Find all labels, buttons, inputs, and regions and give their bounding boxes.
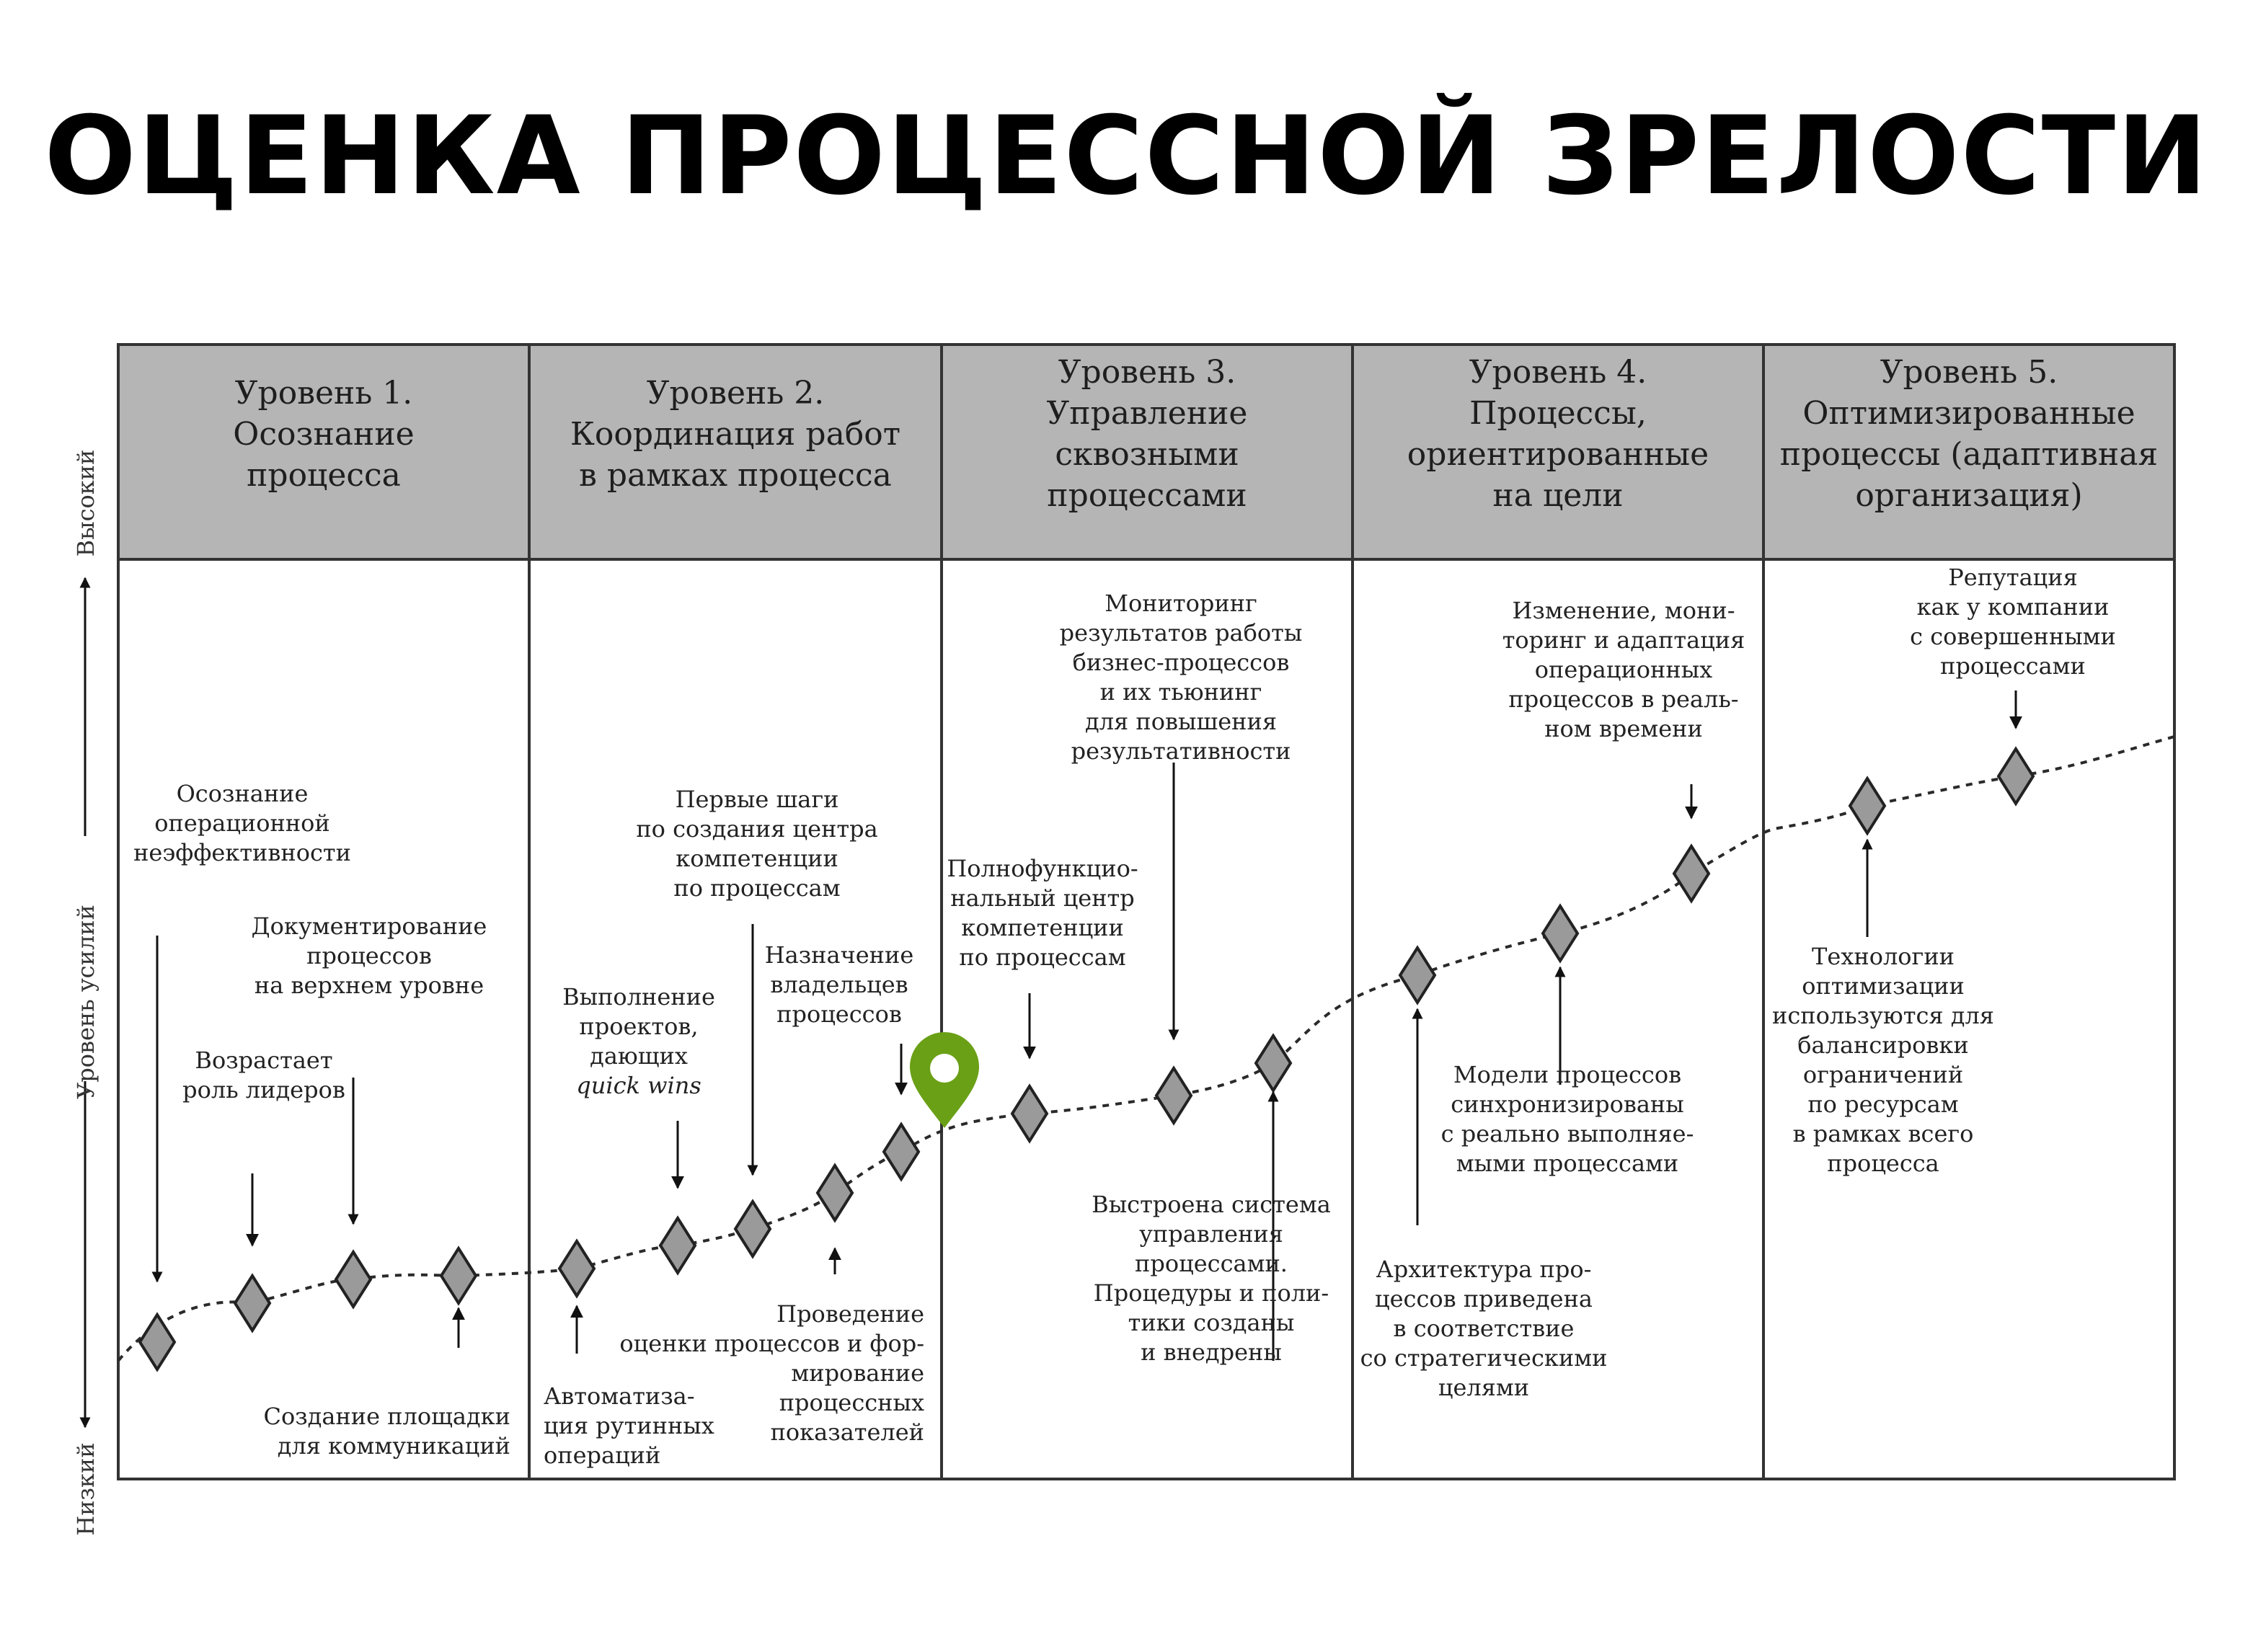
milestone-diamond xyxy=(1999,749,2033,804)
annotation-line: Полнофункцио- xyxy=(947,855,1138,882)
annotation-line: по ресурсам xyxy=(1807,1091,1959,1118)
annotation-line: мыми процессами xyxy=(1456,1150,1679,1177)
milestone-diamond xyxy=(818,1165,852,1220)
annotation-line: синхронизированы xyxy=(1451,1091,1684,1118)
milestone-diamond xyxy=(140,1315,174,1369)
annotation-line: процесса xyxy=(1827,1150,1939,1177)
level-header-line: Оптимизированные xyxy=(1802,395,2135,432)
axis-label-high: Высокий xyxy=(72,449,99,557)
level-header-line: сквозными xyxy=(1055,436,1239,473)
location-pin-icon xyxy=(910,1032,979,1128)
annotation-line: Проведение xyxy=(776,1300,924,1328)
annotation-line: в соответствие xyxy=(1393,1315,1575,1342)
annotation-line: мирование xyxy=(791,1359,924,1387)
level-header-line: ориентированные xyxy=(1407,436,1709,473)
level-header-line: процесса xyxy=(247,457,401,494)
milestone-diamond xyxy=(1674,846,1709,901)
annotation-line: оптимизации xyxy=(1802,972,1965,1000)
annotation-line: Осознание xyxy=(176,780,309,807)
annotation-line: нальный центр xyxy=(950,884,1135,912)
annotation-line: по процессам xyxy=(959,943,1126,971)
annotation-line: Выполнение xyxy=(562,983,715,1011)
annotation-line: на верхнем уровне xyxy=(254,972,484,999)
annotation-line: по процессам xyxy=(673,874,841,902)
annotation-8 xyxy=(765,941,914,1028)
milestone-diamond xyxy=(1850,778,1885,833)
annotation-line: дающих xyxy=(590,1042,688,1070)
annotation-line: с совершенными xyxy=(1910,623,2116,650)
annotation-line: ция рутинных xyxy=(544,1412,714,1439)
annotation-line: операционных xyxy=(1534,656,1713,683)
annotation-line: процессных xyxy=(779,1389,924,1416)
annotation-line: неэффективности xyxy=(133,839,351,866)
annotation-line: компетенции xyxy=(676,845,838,872)
level-header-line: Уровень 5. xyxy=(1880,354,2058,391)
annotation-line: Возрастает xyxy=(195,1047,333,1074)
level-header-line: Уровень 2. xyxy=(646,375,825,412)
annotation-line: Репутация xyxy=(1948,564,2078,591)
annotation-line: процессами xyxy=(1940,652,2086,680)
level-header-line: процессы (адаптивная xyxy=(1779,436,2159,473)
level-header-line: Управление xyxy=(1046,395,1248,432)
level-header-line: Процессы, xyxy=(1469,395,1647,432)
milestone-diamond xyxy=(660,1218,695,1273)
annotation-line: Архитектура про- xyxy=(1376,1256,1592,1283)
annotation-line: роль лидеров xyxy=(182,1076,345,1103)
annotation-10 xyxy=(947,855,1138,971)
annotation-line: результатов работы xyxy=(1059,619,1303,647)
annotation-line: процессов xyxy=(776,1000,902,1028)
annotation-line: как у компании xyxy=(1916,593,2110,621)
annotation-line: Мониторинг xyxy=(1105,590,1257,617)
level-header-line: процессами xyxy=(1047,477,1247,514)
milestone-diamond xyxy=(1156,1068,1191,1123)
annotation-line: Технологии xyxy=(1812,943,1955,970)
annotation-13 xyxy=(1360,1256,1608,1401)
annotation-line: используются для xyxy=(1772,1002,1994,1029)
annotation-line: торинг и адаптация xyxy=(1502,626,1745,654)
annotation-line: в рамках всего xyxy=(1792,1120,1974,1147)
annotation-line: ном времени xyxy=(1544,715,1703,742)
annotation-line: со стратегическими xyxy=(1360,1344,1608,1372)
annotation-line: результативности xyxy=(1071,737,1291,765)
annotation-line: оценки процессов и фор- xyxy=(619,1330,924,1357)
milestone-diamond xyxy=(1400,948,1435,1003)
annotation-1 xyxy=(133,780,351,866)
milestone-diamond xyxy=(1543,906,1577,961)
milestone-diamond xyxy=(235,1276,270,1331)
milestone-diamond xyxy=(441,1248,476,1303)
annotation-line: ограничений xyxy=(1802,1061,1964,1088)
effort-axis xyxy=(72,450,99,1536)
axis-label-low: Низкий xyxy=(72,1442,99,1536)
level-header-line: Уровень 4. xyxy=(1469,354,1647,391)
level-header-line: на цели xyxy=(1492,477,1624,514)
annotation-3 xyxy=(182,1047,345,1103)
annotation-line: владельцев xyxy=(770,971,908,998)
annotation-line: бизнес-процессов xyxy=(1072,649,1290,676)
milestone-diamond xyxy=(336,1252,371,1307)
milestone-diamond xyxy=(1256,1036,1291,1091)
annotation-line: с реально выполняе- xyxy=(1440,1120,1694,1147)
annotation-line: Создание площадки xyxy=(263,1403,510,1430)
annotation-4 xyxy=(263,1403,510,1460)
annotation-line: для коммуникаций xyxy=(277,1432,510,1460)
annotation-line: проектов, xyxy=(579,1013,699,1040)
annotation-line: процессов xyxy=(306,942,432,969)
annotation-line: Автоматиза- xyxy=(544,1382,695,1410)
annotation-5 xyxy=(544,1382,714,1469)
annotation-line: и их тьюнинг xyxy=(1099,678,1262,706)
annotation-line: процессов в реаль- xyxy=(1508,685,1739,713)
annotation-line: Изменение, мони- xyxy=(1512,597,1735,624)
annotation-line: Модели процессов xyxy=(1453,1061,1682,1088)
annotation-line: Процедуры и поли- xyxy=(1093,1279,1329,1307)
annotation-7 xyxy=(636,786,877,902)
annotation-12 xyxy=(1092,1191,1331,1366)
annotation-line: цессов приведена xyxy=(1375,1285,1593,1313)
level-header-line: в рамках процесса xyxy=(579,457,892,494)
page-title: ОЦЕНКА ПРОЦЕССНОЙ ЗРЕЛОСТИ xyxy=(44,94,2209,219)
annotation-11 xyxy=(1060,590,1303,765)
annotation-line: по создания центра xyxy=(636,815,878,843)
milestone-diamond xyxy=(884,1124,919,1179)
annotation-15 xyxy=(1502,597,1745,742)
level-header-line: Координация работ xyxy=(570,416,901,453)
annotation-line: компетенции xyxy=(961,914,1124,941)
annotation-line: Первые шаги xyxy=(675,786,839,813)
level-header-line: организация) xyxy=(1855,477,2083,514)
annotation-line: для повышения xyxy=(1085,708,1277,735)
annotation-line: и внедрены xyxy=(1141,1338,1282,1366)
annotation-line: Назначение xyxy=(764,941,914,969)
annotation-line: Документирование xyxy=(251,912,487,940)
level-header-line: Уровень 1. xyxy=(234,375,413,412)
annotation-line: процессами. xyxy=(1135,1250,1288,1277)
milestone-diamond xyxy=(559,1241,594,1296)
annotation-line: тики созданы xyxy=(1128,1309,1295,1336)
level-header-line: Осознание xyxy=(233,416,415,453)
annotation-2 xyxy=(252,912,487,999)
annotation-16 xyxy=(1772,943,1994,1177)
milestone-diamond xyxy=(1012,1086,1047,1141)
annotation-line: целями xyxy=(1438,1374,1530,1401)
milestone-diamond xyxy=(735,1202,770,1256)
annotation-6 xyxy=(562,983,715,1099)
annotation-line: балансировки xyxy=(1797,1031,1969,1059)
annotation-line: Выстроена система xyxy=(1092,1191,1331,1218)
annotation-line: quick wins xyxy=(576,1072,701,1099)
level-header-line: Уровень 3. xyxy=(1058,354,1236,391)
level-1-header xyxy=(233,375,414,494)
annotation-17 xyxy=(1910,564,2116,680)
axis-label-effort: Уровень усилий xyxy=(72,905,99,1099)
annotation-line: управления xyxy=(1139,1220,1283,1248)
annotation-line: операций xyxy=(544,1442,661,1469)
annotation-14 xyxy=(1441,1061,1694,1177)
annotation-line: операционной xyxy=(154,809,330,837)
annotation-line: показателей xyxy=(770,1418,924,1446)
